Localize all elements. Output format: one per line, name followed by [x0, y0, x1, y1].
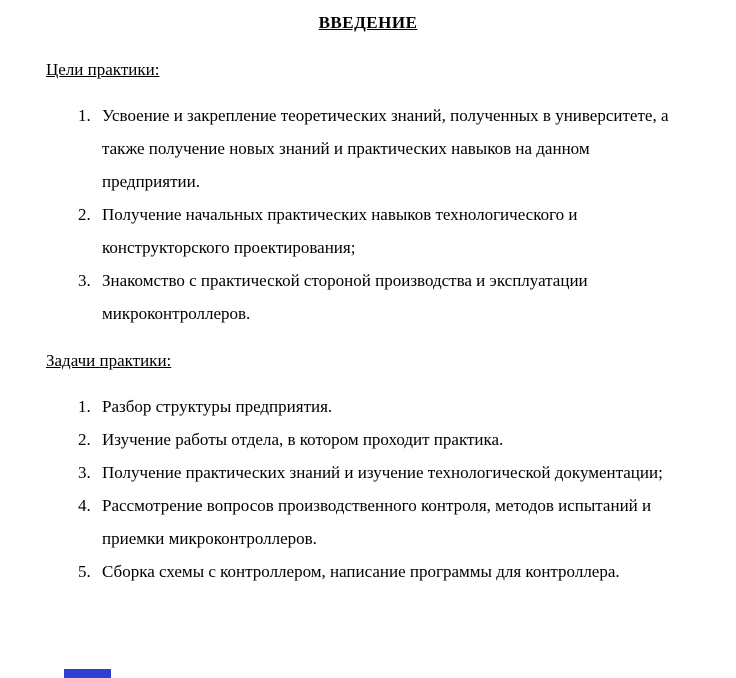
- tasks-list: [46, 390, 690, 588]
- list-item: 2. Изучение работы отдела, в котором проходит практика.: [95, 423, 690, 456]
- section-heading-tasks: Задачи практики:: [46, 351, 172, 370]
- list-item: 1. Усвоение и закрепление теоретических знаний, полученных в университете, а также получение новых знаний и практических навыков на данном предприятии.: [95, 99, 690, 198]
- section-goals: [46, 53, 690, 330]
- section-heading-goals: Цели практики:: [46, 60, 160, 79]
- cutoff-blue-element: [64, 669, 111, 678]
- list-item: 2. Получение начальных практических навыков технологического и конструкторского проектирования;: [95, 198, 690, 264]
- list-item: 4. Рассмотрение вопросов производственного контроля, методов испытаний и приемки микроконтроллеров.: [95, 489, 690, 555]
- list-item: 1. Разбор структуры предприятия.: [95, 390, 690, 423]
- page-title: ВВЕДЕНИЕ: [318, 13, 418, 32]
- list-item: 5. Сборка схемы с контроллером, написание программы для контроллера.: [95, 555, 690, 588]
- list-item: 3. Получение практических знаний и изучение технологической документации;: [95, 456, 690, 489]
- list-item: 3. Знакомство с практической стороной производства и эксплуатации микроконтроллеров.: [95, 264, 690, 330]
- section-tasks: [46, 344, 690, 588]
- goals-list: [46, 99, 690, 330]
